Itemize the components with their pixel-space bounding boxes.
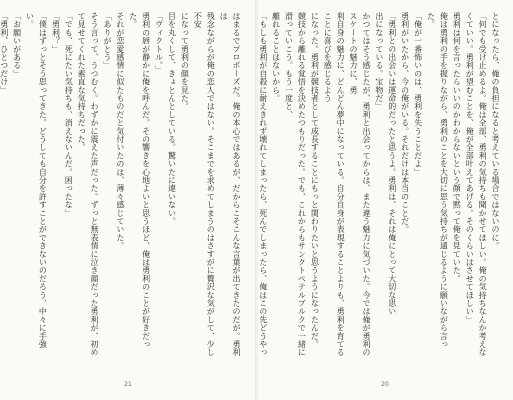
left-page bbox=[0, 0, 256, 400]
right-page-body-text: とになったら、俺の負担になると考えている場合ではないのに。 「何でも受け止めるよ。俺は全部、勇利の気持ちも聞かせてほしい。俺の気持ちなんか考えな くていい。勇利が望むことを、俺が全部叶えてあげる。そのくらいはさせてほしい」 勇利は何を言ったらいいのかわからないという顔で黙って俺を見ていた。 俺は勇利の手を握りながら、勇利のことを大切に思う気持ちが通じるように願いながら言った。 「俺が一番怖いのは、勇利を失うことだよ」 勇利がいたから、今の俺がいる。それだけは本当のことだ。 「勇利との出会いは運命的だったと思うよ。勇利は、それは俺にとって大切な思い 出になっている。宝物だ」 かつてはそう感じたが、勇利と出会ってからは、また違う魅力に気づいた。今では俺が勇利のスケートの魅力に、勇 利自身の魅力に、どんどん夢中になっている。自分自身が表現することよりも、勇利を育てることに喜びを感じるよう になった。勇利が競技者として成長することにもっと関わりたいと思うようになったんだ。 競技から離れる覚悟を決めたつもりだった。でも、これからもサンクトペテルブルクで一緒に滑っていこう。もう一度と、 離れることはないから。 「もしも勇利が自殺に耐えきれず壊れてしまったら、死んでしまったら、俺はこの先どうやっ bbox=[258, 12, 500, 357]
right-page bbox=[257, 0, 513, 400]
right-page-number: 20 bbox=[381, 381, 389, 388]
left-page-body-text: はまるでプロポーズだ。俺の本心ではあるが、だからこそこんな言葉が出てきたのだが。勇利は 残念ながらが俺の恋人ではない。そこまでを求めてしまうのはさすがに贅沢な気がして、少し不安 になって勇利の顔を見た。 目を丸くして、きょとんとしている。驚いたに違いない。 「ヴィクトル。」 勇利の唇が静かに俺を呼んだ。その響きを心地よいと思うほど、俺は勇利のことが好きだった。 それが恋愛感情に似たものだと気付いたのは、薄々感じていた。 「ありがとう」 そう言って、うつむく。わずかに震えた声だった。ずっと無表情に泣き顔だった勇利が、初め て見せてくれた素直な気持ちだった。 「でも、死にたい気持ちも、消えないんだ。困ったな」 「勇利？」 「僕はずっとそう思ってきた。どうしても自分を許すことができないのだろう、中々に手強い。 「お願いがある」 「勇利、ひとつだけ」 bbox=[0, 12, 241, 357]
left-page-number: 21 bbox=[124, 381, 132, 388]
